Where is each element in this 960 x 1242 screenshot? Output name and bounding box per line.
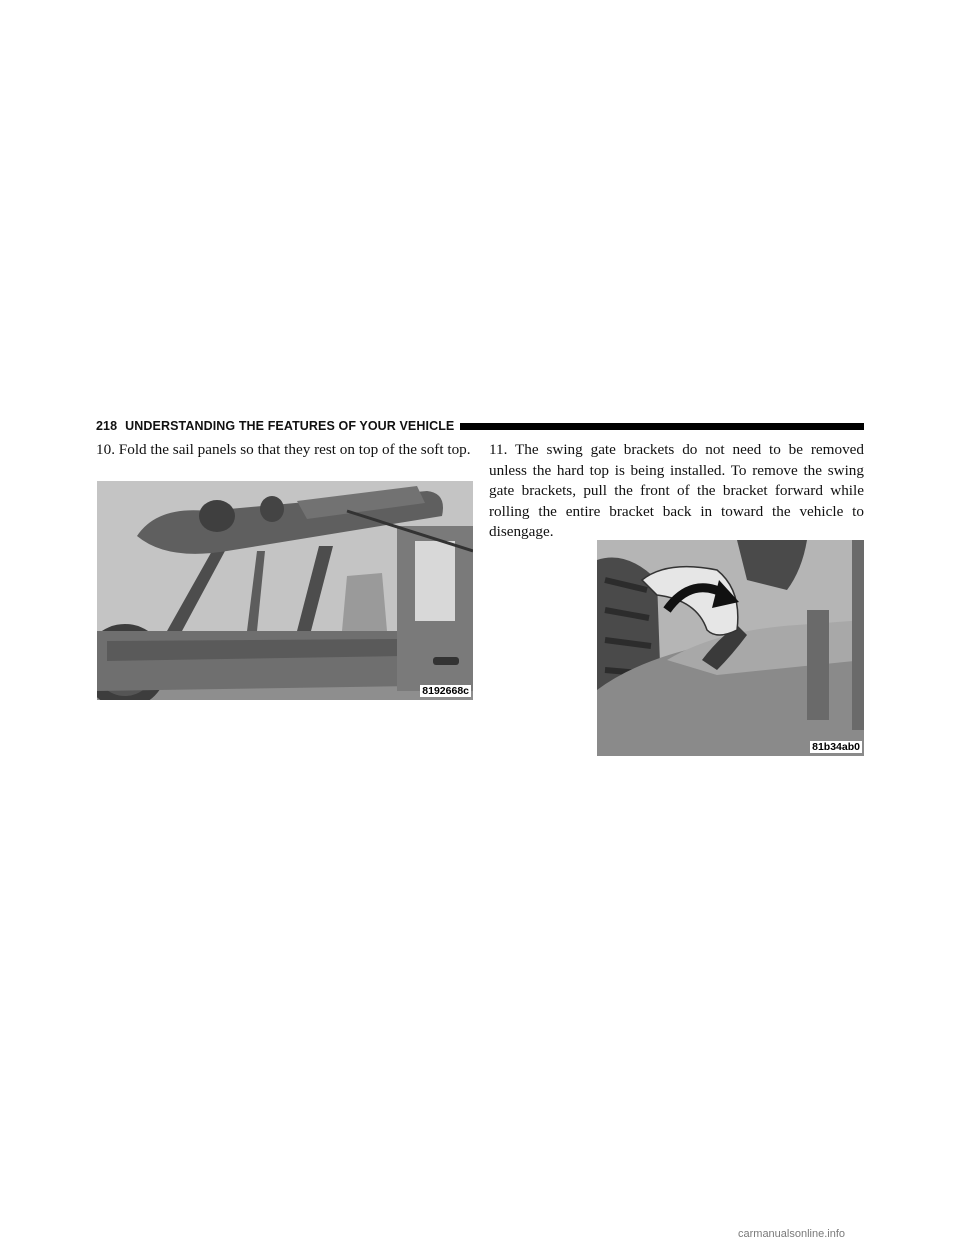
header-rule [460,423,864,430]
swing-gate-bracket-figure [597,540,864,756]
soft-top-illustration [97,481,473,700]
swing-gate-bracket-illustration [597,540,864,756]
section-title: UNDERSTANDING THE FEATURES OF YOUR VEHICLE [125,419,455,433]
figure-code: 8192668c [422,685,469,697]
page-header [96,417,864,435]
figure-code: 81b34ab0 [812,741,860,753]
step-11-text: 11. The swing gate brackets do not need to be removed unless the hard top is being installed. To remove the swing gate brackets, pull the front of the bracket forward while rolling the entire bracket back in toward the vehicle to disengage. [489,441,864,540]
page-number: 218 [96,419,118,433]
step-10-text: 10. Fold the sail panels so that they rest on top of the soft top. [96,441,471,458]
soft-top-figure [97,481,473,700]
watermark-text[interactable]: carmanualsonline.info [738,1228,846,1240]
